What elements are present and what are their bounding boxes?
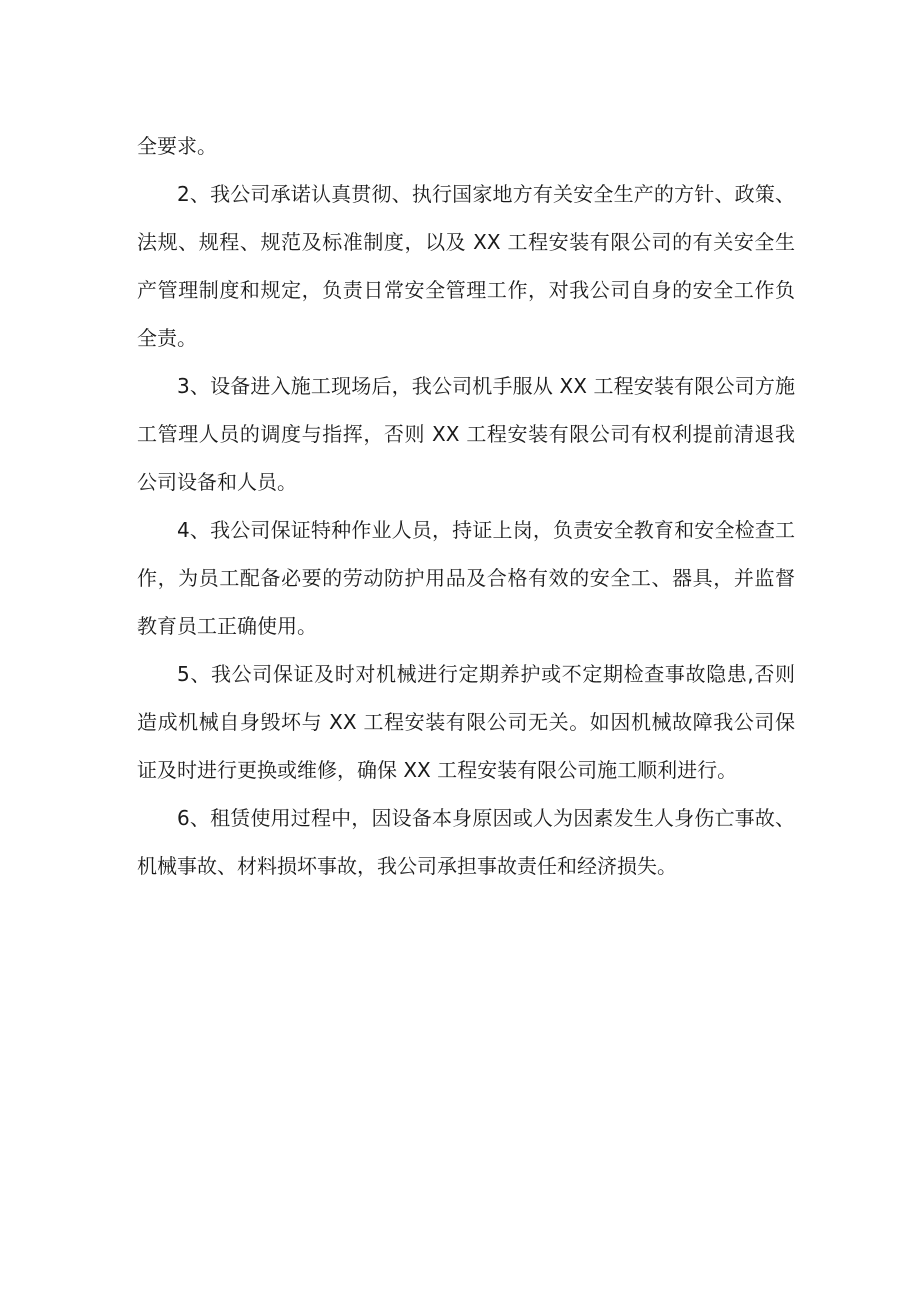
paragraph-item-5: 5、我公司保证及时对机械进行定期养护或不定期检查事故隐患,否则造成机械自身毁坏与 XX 工程安装有限公司无关。如因机械故障我公司保证及时进行更换或维修，确保 XX 工程安装有限公司施工顺利进行。 [137,662,795,782]
paragraph-item-3: 3、设备进入施工现场后，我公司机手服从 XX 工程安装有限公司方施工管理人员的调度与指挥，否则 XX 工程安装有限公司有权利提前清退我公司设备和人员。 [137,374,795,494]
paragraph-continuation: 全要求。 [137,134,217,158]
document-body [137,122,795,890]
paragraph-item-4: 4、我公司保证特种作业人员，持证上岗，负责安全教育和安全检查工作，为员工配备必要的劳动防护用品及合格有效的安全工、器具，并监督教育员工正确使用。 [137,518,795,638]
paragraph-item-6: 6、租赁使用过程中，因设备本身原因或人为因素发生人身伤亡事故、机械事故、材料损坏事故，我公司承担事故责任和经济损失。 [137,806,795,878]
paragraph-item-2: 2、我公司承诺认真贯彻、执行国家地方有关安全生产的方针、政策、法规、规程、规范及标准制度，以及 XX 工程安装有限公司的有关安全生产管理制度和规定，负责日常安全管理工作，对我公司自身的安全工作负全责。 [137,182,795,350]
